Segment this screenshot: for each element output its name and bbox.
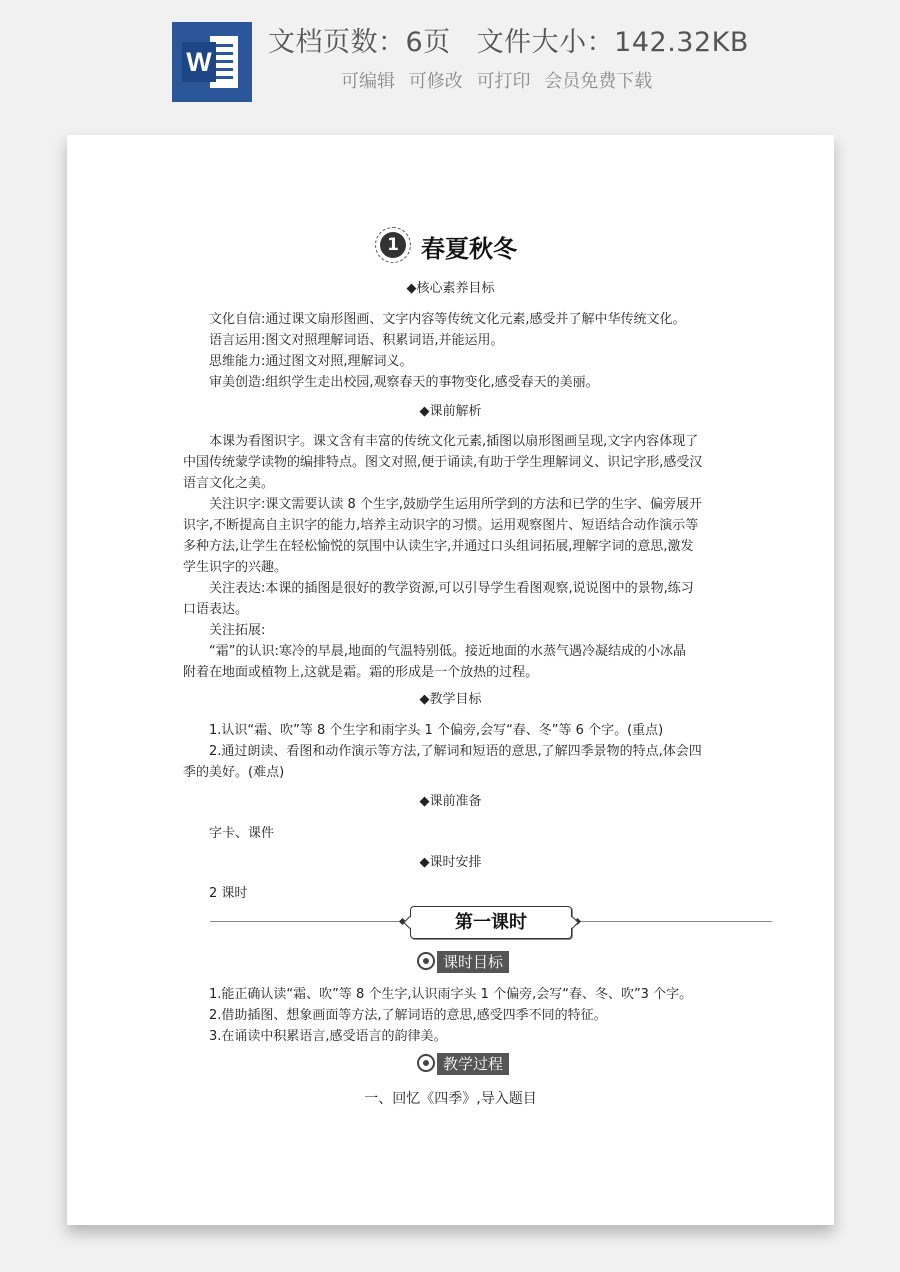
section-heading-teaching-goals: ◆教学目标 <box>419 692 482 707</box>
feature-modifiable: 可修改 <box>408 71 463 92</box>
core-goals-text: 文化自信:通过课文扇形图画、文字内容等传统文化元素,感受并了解中华传统文化。 语言运用:图文对照理解词语、积累词语,并能运用。 思维能力:通过图文对照,理解词义。 审美创造:组织学生走出校园,观察春天的事物变化,感受春天的美丽。 <box>209 312 686 390</box>
feature-editable: 可编辑 <box>341 71 395 92</box>
schedule-text: 2 课时 <box>209 886 248 901</box>
feature-list <box>341 67 652 93</box>
section-heading-core-goals: ◆核心素养目标 <box>406 281 495 296</box>
page-title: 春夏秋冬 <box>421 235 517 263</box>
objectives-text: 1.能正确认读“霜、吹”等 8 个生字,认识雨字头 1 个偏旁,会写“春、冬、吹”3 个字。 2.借助插图、想象画面等方法,了解词语的意思,感受四季不同的特征。 3.在诵读中积累语言,感受语言的韵律美。 <box>209 987 693 1044</box>
download-header <box>0 0 900 125</box>
divider-right <box>579 921 772 922</box>
target-icon <box>417 1054 435 1072</box>
target-icon <box>417 952 435 970</box>
divider-left <box>210 921 402 922</box>
feature-member-download: 会员免费下载 <box>544 71 653 92</box>
preparation-text: 字卡、课件 <box>209 826 275 841</box>
period-banner: 第一课时 <box>410 906 572 939</box>
analysis-text: 本课为看图识字。课文含有丰富的传统文化元素,插图以扇形图画呈现,文字内容体现了 中国传统蒙学读物的编排特点。图文对照,便于诵读,有助于学生理解词义、识记字形,感受汉 语言文化之美。 关注识字:课文需要认读 8 个生字,鼓励学生运用所学到的方法和已学的生字、偏旁展开 识字,不断提高自主识字的能力,培养主动识字的习惯。运用观察图片、短语结合动作演示等 多种方法,让学生在轻松愉悦的氛围中认读生字,并通过口头组词拓展,理解字词的意思,激发 学生识字的兴趣。 关注表达:本课的插图是很好的教学资源,可以引导学生看图观察,说说图中的景物,练习 口语表达。 关注拓展: “霜”的认识:寒冷的早晨,地面的气温特别低。接近地面的水蒸气遇冷凝结成的小冰晶 附着在地面或植物上,这就是霜。霜的形成是一个放热的过程。 <box>183 434 703 680</box>
teaching-goals-text: 1.认识“霜、吹”等 8 个生字和雨字头 1 个偏旁,会写“春、冬”等 6 个字。(重点) 2.通过朗读、看图和动作演示等方法,了解词和短语的意思,了解四季景物的特点,体会四 季的美好。(难点) <box>183 723 702 780</box>
step-heading: 一、回忆《四季》,导入题目 <box>364 1091 537 1107</box>
section-heading-preparation: ◆课前准备 <box>419 794 482 809</box>
file-info <box>268 20 749 59</box>
word-document-icon: W <box>172 22 252 102</box>
section-heading-analysis: ◆课前解析 <box>419 404 482 419</box>
section-heading-schedule: ◆课时安排 <box>419 855 482 870</box>
file-size: 文件大小：142.32KB <box>476 27 749 58</box>
document-page: 1 春夏秋冬 ◆核心素养目标 文化自信:通过课文扇形图画、文字内容等传统文化元素,感受并了解中华传统文化。 语言运用:图文对照理解词语、积累词语,并能运用。 思维能力:通过图文对照,理解词义。 审美创造:组织学生走出校园,观察春天的事物变化,感受春天的美丽。 ◆课前解析 本课为看图识字。课文含有丰富的传统文化元素,插图以扇形图画呈现,文字内容体现了 中国传统蒙学读物的编排特点。图文对照,便于诵读,有助于学生理解词义、识记字形,感受汉 语言文化之美。 关注识字:课文需要认读 8 个生字,鼓励学生运用所学到的方法和已学的生字、偏旁展开 识字,不断提高自主识字的能力,培养主动识字的习惯。运用观察图片、短语结合动作演示等 多种方法,让学生在轻松愉悦的氛围中认读生字,并通过口头组词拓展,理解字词的意思,激发 学生识字的兴趣。 关注表达:本课的插图是很好的教学资源,可以引导学生看图观察,说说图中的景物,练习 口语表达。 关注拓展: “霜”的认识:寒冷的早晨,地面的气温特别低。接近地面的水蒸气遇冷凝结成的小冰晶 附着在地面或植物上,这就是霜。霜的形成是一个放热的过程。 ◆教学目标 1.认识“霜、吹”等 8 个生字和雨字头 1 个偏旁,会写“春、冬”等 6 个字。(重点) 2.通过朗读、看图和动作演示等方法,了解词和短语的意思,了解四季景物的特点,体会四 季的美好。(难点) ◆课前准备 字卡、课件 ◆课时安排 2 课时 第一课时 课时目标 1.能正确认读“霜、吹”等 8 个生字,认识雨字头 1 个偏旁,会写“春、冬、吹”3 个字。 2.借助插图、想象画面等方法,了解词语的意思,感受四季不同的特征。 3.在诵读中积累语言,感受语言的韵律美。 教学过程 一、回忆《四季》,导入题目 <box>67 135 834 1225</box>
page-count: 文档页数：6页 <box>268 27 451 58</box>
lesson-number-badge: 1 <box>375 227 411 263</box>
feature-printable: 可打印 <box>476 71 531 92</box>
